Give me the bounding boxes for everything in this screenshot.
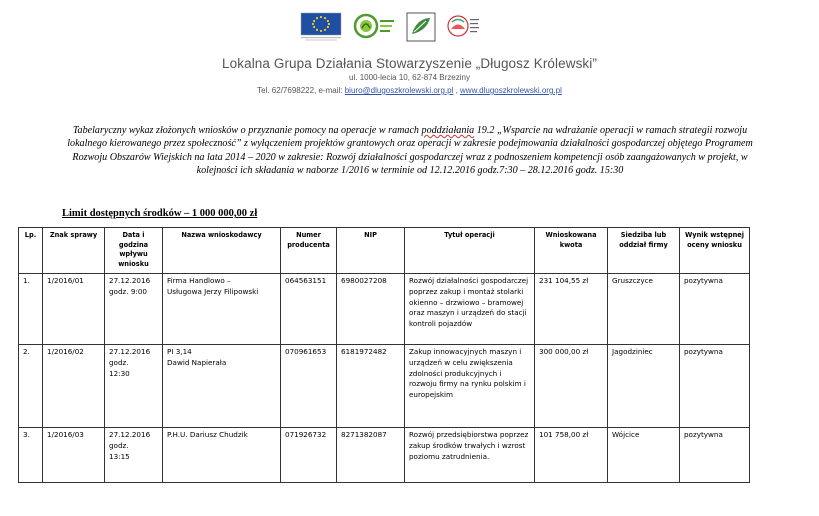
header-amount: Wnioskowana kwota (535, 228, 608, 274)
applicant-line: Usługowa Jerzy Filipowski (167, 286, 259, 296)
applicant-line: P.H.U. Dariusz Chudzik (167, 430, 248, 439)
intro-text-start: Tabelaryczny wykaz złożonych wniosków o przyznanie pomocy na operacje w ramach (72, 125, 422, 136)
cell-nip: 6181972482 (337, 345, 405, 428)
cell-location: Jagodziniec (608, 345, 680, 428)
time-line: godz. 9:00 (109, 286, 148, 296)
cell-receipt-date (105, 428, 163, 483)
funds-limit: Limit dostępnych środków – 1 000 000,00 zł (62, 208, 258, 219)
cell-receipt-date (105, 274, 163, 345)
applicant-line: Dawid Napierała (167, 357, 227, 367)
cell-applicant-name (163, 274, 281, 345)
applications-table (18, 227, 750, 483)
lgd-logo (406, 12, 436, 42)
leader-logo (352, 12, 396, 42)
header-location: Siedziba lub oddział firmy (608, 228, 680, 274)
contact-separator: , (453, 86, 461, 95)
applicant-line: Firma Handlowo – (167, 276, 231, 285)
organization-name: Lokalna Grupa Działania Stowarzyszenie „Długosz Królewski” (222, 56, 597, 71)
header-producer-number: Numer producenta (281, 228, 337, 274)
header-result: Wynik wstępnej oceny wniosku (680, 228, 750, 274)
time-line: 13:15 (109, 451, 130, 461)
time-label-line: godz. (109, 440, 129, 450)
header-nip: NIP (337, 228, 405, 274)
cell-producer-number: 071926732 (281, 428, 337, 483)
cell-lp: 2. (19, 345, 43, 428)
date-line: 27.12.2016 (109, 430, 151, 439)
cell-result: pozytywna (680, 345, 750, 428)
table-row (19, 428, 750, 483)
website-link[interactable]: www.dlugoszkrolewski.org.pl (460, 86, 562, 95)
cell-operation-title: Rozwój przedsiębiorstwa poprzez zakup środków trwałych i wzrost poziomu zatrudnienia. (405, 428, 535, 483)
cell-operation-title: Rozwój działalności gospodarczej poprzez zakup i montaż stolarki okienno – drzwiowo – bramowej oraz maszyn i urządzeń do stacji kontroli pojazdów (405, 274, 535, 345)
cell-case-number: 1/2016/02 (43, 345, 105, 428)
organization-contact (0, 86, 819, 95)
logo-strip (300, 10, 480, 44)
contact-phone-email-label: Tel. 62/7698222, e-mail: (257, 86, 345, 95)
cell-producer-number: 064563151 (281, 274, 337, 345)
document-intro (60, 124, 760, 177)
eu-flag-logo (300, 12, 342, 42)
table-row (19, 345, 750, 428)
email-link[interactable]: biuro@dlugoszkrolewski.org.pl (344, 86, 454, 95)
time-label-line: godz. (109, 357, 129, 367)
cell-case-number: 1/2016/03 (43, 428, 105, 483)
cell-location: Wójcice (608, 428, 680, 483)
cell-location: Gruszczyce (608, 274, 680, 345)
date-line: 27.12.2016 (109, 347, 151, 356)
cell-amount: 231 104,55 zł (535, 274, 608, 345)
intro-text-end: 19.2 „Wsparcie na wdrażanie operacji w ramach strategii rozwoju lokalnego kierowanego przez społeczność” z wyłączeniem projektów grantowych oraz operacji w zakresie podejmowania działalności gospodarczej objętego Programem Rozwoju Obszarów Wiejskich na lata 2014 – 2020 w zakresie: Rozwój działalności gospodarczej wraz z podnoszeniem kompetencji osób zaangażowanych w projekt, w kolejności ich składania w naborze 1/2016 w terminie od 12.12.2016 godz.7:30 – 28.12.2016 godz. 15:30 (67, 125, 753, 176)
cell-amount: 300 000,00 zł (535, 345, 608, 428)
applicant-line: PI 3,14 (167, 347, 192, 356)
prow-logo (446, 12, 480, 42)
cell-lp: 1. (19, 274, 43, 345)
date-line: 27.12.2016 (109, 276, 151, 285)
cell-applicant-name (163, 345, 281, 428)
table-row (19, 274, 750, 345)
header-operation-title: Tytuł operacji (405, 228, 535, 274)
cell-lp: 3. (19, 428, 43, 483)
cell-operation-title: Zakup innowacyjnych maszyn i urządzeń w celu zwiększenia zdolności produkcyjnych i rozwoju firmy na rynku polskim i europejskim (405, 345, 535, 428)
cell-amount: 101 758,00 zł (535, 428, 608, 483)
time-line: 12:30 (109, 368, 130, 378)
header-case-number: Znak sprawy (43, 228, 105, 274)
cell-case-number: 1/2016/01 (43, 274, 105, 345)
cell-producer-number: 070961653 (281, 345, 337, 428)
header-receipt-date: Data i godzina wpływu wniosku (105, 228, 163, 274)
cell-nip: 6980027208 (337, 274, 405, 345)
cell-applicant-name (163, 428, 281, 483)
cell-receipt-date (105, 345, 163, 428)
cell-nip: 8271382087 (337, 428, 405, 483)
organization-address: ul. 1000-lecia 10, 62-874 Brzeziny (349, 73, 470, 82)
cell-result: pozytywna (680, 274, 750, 345)
header-applicant-name: Nazwa wnioskodawcy (163, 228, 281, 274)
intro-spellcheck-word: poddziałania (421, 125, 475, 136)
cell-result: pozytywna (680, 428, 750, 483)
table-header-row (19, 228, 750, 274)
header-lp: Lp. (19, 228, 43, 274)
